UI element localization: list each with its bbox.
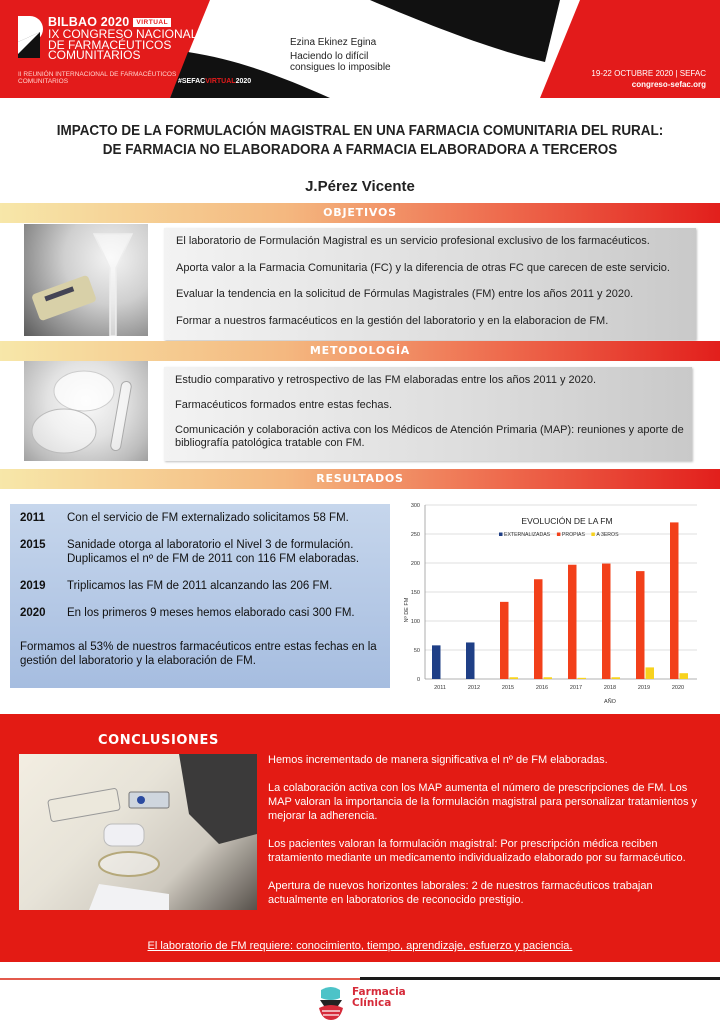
conclusiones-list bbox=[268, 753, 708, 921]
farmacia-clinica-logo-icon bbox=[316, 986, 346, 1020]
metodologia-item: Comunicación y colaboración activa con los Médicos de Atención Primaria (MAP): reuniones y aporte de bibliografía patológica tratable con FM. bbox=[175, 424, 684, 449]
title-line-1: IMPACTO DE LA FORMULACIÓN MAGISTRAL EN UNA FARMACIA COMUNITARIA DEL RURAL: bbox=[56, 123, 664, 139]
bar-propias-2018 bbox=[602, 564, 611, 679]
y-tick-label: 200 bbox=[410, 561, 420, 567]
section-heading-objetivos: OBJETIVOS bbox=[323, 206, 397, 219]
slogan bbox=[290, 37, 391, 73]
event-dates bbox=[591, 68, 706, 90]
legend-swatch bbox=[499, 533, 503, 537]
result-row bbox=[20, 511, 380, 525]
slogan-line-2: Haciendo lo difícil bbox=[290, 51, 369, 62]
x-tick-label: 2020 bbox=[671, 685, 685, 691]
result-text: Sanidade otorga al laboratorio el Nivel 3 de formulación. Duplicamos el nº de FM de 2011 con 116 FM elaboradas. bbox=[67, 539, 360, 565]
objetivo-item: El laboratorio de Formulación Magistral es un servicio profesional exclusivo de los farmacéuticos. bbox=[176, 235, 650, 247]
result-summary: Formamos al 53% de nuestros farmacéuticos entre estas fechas en la gestión del laboratorio y la elaboración de FM. bbox=[20, 641, 377, 667]
bar-propias-2016 bbox=[534, 579, 543, 679]
bar-a-3eros-2019 bbox=[646, 667, 655, 679]
result-year: 2015 bbox=[20, 539, 46, 551]
bar-propias-2017 bbox=[568, 565, 577, 679]
pipette-illustration-icon bbox=[19, 754, 257, 910]
bar-a-3eros-2016 bbox=[544, 677, 553, 679]
x-tick-label: 2019 bbox=[637, 685, 651, 691]
hashtag-highlight: VIRTUAL bbox=[205, 78, 236, 85]
footer-divider-red bbox=[0, 978, 360, 980]
slogan-basque: Ezina Ekinez Egina bbox=[290, 37, 377, 48]
y-tick-label: 100 bbox=[410, 619, 420, 625]
y-tick-label: 300 bbox=[410, 503, 420, 509]
logo-line-2: Clínica bbox=[352, 997, 392, 1009]
title-line-2: DE FARMACIA NO ELABORADORA A FARMACIA ELABORADORA A TERCEROS bbox=[102, 142, 618, 158]
y-tick-label: 250 bbox=[410, 532, 420, 538]
x-tick-label: 2015 bbox=[501, 685, 515, 691]
hashtag-prefix: #SEFAC bbox=[178, 78, 206, 85]
chart-background bbox=[395, 495, 707, 713]
objetivo-item: Evaluar la tendencia en la solicitud de Fórmulas Magistrales (FM) entre los años 2011 y 2020. bbox=[176, 288, 634, 300]
logo-line-1: Farmacia bbox=[352, 986, 406, 998]
section-bar-resultados bbox=[0, 469, 720, 489]
section-bar-objetivos bbox=[0, 203, 720, 223]
sefac-logo-icon bbox=[14, 14, 44, 60]
resultados-box bbox=[10, 504, 390, 688]
event-title-text: BILBAO 2020 bbox=[48, 15, 130, 29]
hashtag-suffix: 2020 bbox=[235, 78, 252, 85]
metodologia-box bbox=[164, 367, 692, 461]
footer-divider-black bbox=[360, 977, 720, 980]
mortar-illustration-icon bbox=[24, 361, 148, 461]
lab-pipette-photo bbox=[19, 754, 257, 910]
y-tick-label: 50 bbox=[413, 648, 420, 654]
x-axis-label: AÑO bbox=[604, 699, 616, 705]
legend-label: EXTERNALIZADAS bbox=[504, 532, 551, 538]
bar-externalizadas-2011 bbox=[432, 645, 441, 679]
meeting-name: II REUNIÓN INTERNACIONAL DE FARMACÉUTICOS COMUNITARIOS bbox=[18, 71, 177, 85]
hashtag bbox=[178, 78, 251, 85]
dates-text: 19-22 OCTUBRE 2020 | SEFAC bbox=[591, 69, 706, 78]
x-tick-label: 2011 bbox=[434, 685, 446, 691]
metodologia-item: Estudio comparativo y retrospectivo de las FM elaboradas entre los años 2011 y 2020. bbox=[175, 374, 597, 386]
legend-label: PROPIAS bbox=[561, 532, 585, 538]
section-heading-metodologia: METODOLOGÍA bbox=[309, 344, 411, 357]
x-tick-label: 2012 bbox=[467, 685, 481, 691]
bar-externalizadas-2012 bbox=[466, 642, 475, 679]
metodologia-item: Farmacéuticos formados entre estas fechas. bbox=[175, 399, 393, 411]
conclusion-item: Hemos incrementado de manera significativa el nº de FM elaboradas. bbox=[268, 754, 608, 766]
congress-name: IX CONGRESO NACIONAL DE FARMACÉUTICOS COMUNITARIOS bbox=[48, 27, 197, 62]
objetivos-box bbox=[164, 228, 696, 340]
virtual-badge: VIRTUAL bbox=[133, 18, 171, 27]
bar-a-3eros-2020 bbox=[680, 673, 689, 679]
section-heading-conclusiones: CONCLUSIONES bbox=[98, 733, 219, 748]
author: J.Pérez Vicente bbox=[305, 178, 415, 195]
conclusion-item: Los pacientes valoran la formulación magistral: Por prescripción médica reciben tratamiento mediante un medicamento individualizado elaborado por su farmacéutico. bbox=[268, 838, 686, 864]
legend-swatch bbox=[591, 533, 595, 537]
conclusion-summary: El laboratorio de FM requiere: conocimiento, tiempo, aprendizaje, esfuerzo y paciencia. bbox=[147, 940, 573, 952]
legend-label: A 3EROS bbox=[596, 532, 619, 538]
result-text: Triplicamos las FM de 2011 alcanzando las 206 FM. bbox=[67, 580, 333, 592]
result-text: En los primeros 9 meses hemos elaborado casi 300 FM. bbox=[67, 607, 355, 619]
conclusion-item: Apertura de nuevos horizontes laborales: 2 de nuestros farmacéuticos trabajan actualmente en laboratorios de reconocido prestigio. bbox=[268, 880, 653, 906]
x-tick-label: 2018 bbox=[603, 685, 617, 691]
legend-swatch bbox=[557, 533, 561, 537]
result-row bbox=[20, 538, 380, 566]
bar-propias-2019 bbox=[636, 571, 645, 679]
slogan-line-3: consigues lo imposible bbox=[290, 62, 391, 73]
result-text: Con el servicio de FM externalizado solicitamos 58 FM. bbox=[67, 512, 349, 524]
funnel-illustration-icon bbox=[24, 224, 148, 336]
fm-evolution-chart bbox=[395, 495, 707, 713]
farmacia-clinica-logo-text bbox=[352, 987, 406, 1009]
bar-a-3eros-2017 bbox=[578, 678, 587, 679]
lab-mortar-photo bbox=[24, 361, 148, 461]
objetivo-item: Formar a nuestros farmacéuticos en la gestión del laboratorio y en la elaboracion de FM. bbox=[176, 314, 609, 327]
section-bar-metodologia bbox=[0, 341, 720, 361]
conclusion-item: La colaboración activa con los MAP aumenta el número de prescripciones de FM. Los MAP valoran la importancia de la formulación magistral para personalizar tratamientos y mejorar la adherencia. bbox=[268, 782, 697, 822]
bar-propias-2020 bbox=[670, 522, 679, 679]
result-row bbox=[20, 606, 380, 620]
result-year: 2020 bbox=[20, 607, 46, 619]
result-row bbox=[20, 579, 380, 593]
bar-a-3eros-2015 bbox=[510, 677, 519, 679]
bar-a-3eros-2018 bbox=[612, 677, 621, 679]
bar-propias-2015 bbox=[500, 602, 509, 679]
y-tick-label: 150 bbox=[410, 590, 420, 596]
poster-title bbox=[25, 122, 695, 160]
result-year: 2011 bbox=[20, 512, 45, 524]
lab-glassware-photo bbox=[24, 224, 148, 336]
chart-title: EVOLUCIÓN DE LA FM bbox=[521, 516, 613, 526]
congress-banner bbox=[0, 0, 720, 98]
y-axis-label: Nº DE FM bbox=[404, 597, 410, 623]
x-tick-label: 2017 bbox=[569, 685, 583, 691]
objetivo-item: Aporta valor a la Farmacia Comunitaria (FC) y la diferencia de otras FC que carecen de este servicio. bbox=[176, 261, 670, 274]
website-link[interactable]: congreso-sefac.org bbox=[631, 80, 706, 89]
x-tick-label: 2016 bbox=[535, 685, 549, 691]
result-year: 2019 bbox=[20, 580, 46, 592]
y-tick-label: 0 bbox=[416, 677, 420, 683]
section-heading-resultados: RESULTADOS bbox=[316, 472, 404, 485]
